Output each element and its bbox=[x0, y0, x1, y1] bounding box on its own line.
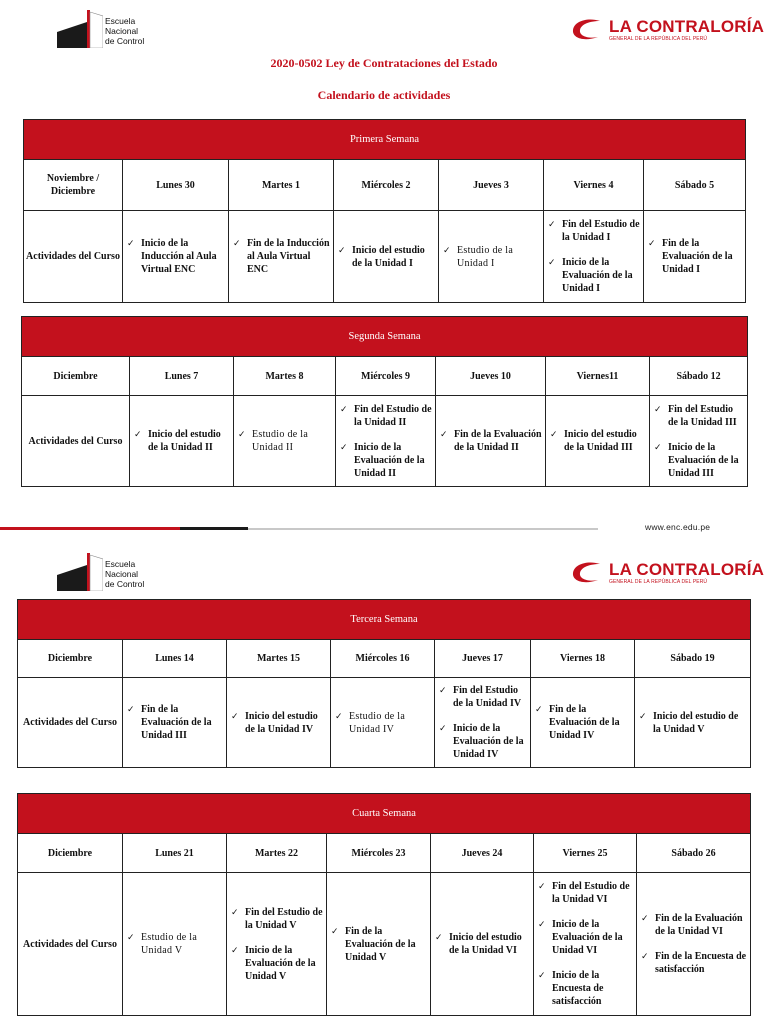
checkmark-icon: ✓ bbox=[654, 441, 662, 452]
checkmark-icon: ✓ bbox=[538, 970, 546, 980]
day-header: Jueves 17 bbox=[435, 640, 531, 678]
activity-text: Fin de la Encuesta de satisfacción bbox=[655, 951, 747, 975]
week-table-2 bbox=[21, 316, 748, 487]
week-table-1 bbox=[23, 119, 746, 303]
activity-cell bbox=[637, 873, 751, 1016]
day-header: Martes 22 bbox=[227, 834, 327, 873]
activity-text: Fin del Estudio de la Unidad II bbox=[354, 403, 432, 428]
contraloria-logo-page2 bbox=[570, 560, 764, 586]
activity-text: Fin de la Evaluación de la Unidad II bbox=[454, 429, 542, 453]
checkmark-icon: ✓ bbox=[439, 685, 447, 695]
day-header: Lunes 14 bbox=[123, 640, 227, 678]
activity-text: Estudio de la Unidad II bbox=[252, 429, 309, 453]
day-header: Jueves 3 bbox=[439, 160, 544, 211]
activity-item bbox=[443, 244, 541, 270]
activity-item bbox=[134, 428, 231, 454]
activity-text: Fin del Estudio de la Unidad III bbox=[668, 403, 737, 428]
day-header: Martes 1 bbox=[229, 160, 334, 211]
activity-item bbox=[127, 703, 224, 742]
enc-line-1: Escuela bbox=[105, 16, 136, 26]
activity-text: Inicio del estudio de la Unidad IV bbox=[245, 710, 318, 735]
enc-line-2: Nacional bbox=[105, 26, 139, 36]
activity-cell bbox=[534, 873, 637, 1016]
checkmark-icon: ✓ bbox=[535, 704, 543, 714]
activity-item bbox=[127, 237, 226, 276]
day-header: Martes 15 bbox=[227, 640, 331, 678]
day-header: Miércoles 2 bbox=[334, 160, 439, 211]
activity-text: Inicio de la Evaluación de la Unidad IV bbox=[453, 723, 524, 760]
enc-line-2: Nacional bbox=[105, 569, 139, 579]
week-title: Segunda Semana bbox=[22, 317, 748, 357]
activity-item bbox=[340, 441, 433, 480]
activity-text: Inicio de la Evaluación de la Unidad III bbox=[668, 441, 739, 479]
checkmark-icon: ✓ bbox=[435, 932, 443, 942]
activity-text: Inicio de la Evaluación de la Unidad VI bbox=[552, 919, 623, 956]
contraloria-swoosh-icon bbox=[570, 560, 606, 586]
activities-row bbox=[18, 678, 751, 768]
week-title: Primera Semana bbox=[24, 120, 746, 160]
day-header: Miércoles 9 bbox=[336, 357, 436, 396]
activity-cell bbox=[439, 211, 544, 303]
activity-item bbox=[648, 237, 743, 276]
activity-text: Inicio de la Inducción al Aula Virtual ENC bbox=[141, 238, 217, 275]
activity-item bbox=[548, 256, 641, 295]
month-cell: Diciembre bbox=[18, 834, 123, 873]
day-header: Sábado 19 bbox=[635, 640, 751, 678]
contraloria-name: LA CONTRALORÍA bbox=[609, 17, 765, 36]
month-cell: Diciembre bbox=[18, 640, 123, 678]
activity-text: Fin de la Evaluación de la Unidad IV bbox=[549, 704, 620, 741]
contraloria-subtitle: GENERAL DE LA REPÚBLICA DEL PERÚ bbox=[609, 36, 708, 42]
activity-item bbox=[231, 906, 324, 932]
activity-text: Inicio de la Evaluación de la Unidad I bbox=[562, 257, 633, 294]
checkmark-icon: ✓ bbox=[127, 238, 135, 248]
day-header: Jueves 24 bbox=[431, 834, 534, 873]
day-header: Viernes11 bbox=[546, 357, 650, 396]
checkmark-icon: ✓ bbox=[231, 710, 239, 721]
activity-cell bbox=[331, 678, 435, 768]
checkmark-icon: ✓ bbox=[443, 244, 451, 255]
activity-text: Inicio de la Encuesta de satisfacción bbox=[552, 970, 604, 1007]
activity-text: Inicio del estudio de la Unidad I bbox=[352, 244, 425, 269]
row-label: Actividades del Curso bbox=[22, 396, 130, 487]
activity-text: Inicio del estudio de la Unidad V bbox=[653, 710, 739, 735]
activity-text: Inicio del estudio de la Unidad III bbox=[564, 429, 637, 453]
activity-text: Fin del Estudio de la Unidad V bbox=[245, 906, 323, 931]
footer-url: www.enc.edu.pe bbox=[645, 522, 711, 532]
week-table-4 bbox=[17, 793, 751, 1016]
day-header: Lunes 7 bbox=[130, 357, 234, 396]
day-header: Lunes 30 bbox=[123, 160, 229, 211]
enc-line-3: de Control bbox=[105, 579, 145, 589]
enc-line-1: Escuela bbox=[105, 559, 136, 569]
enc-line-3: de Control bbox=[105, 36, 145, 46]
activity-text: Fin de la Inducción al Aula Virtual ENC bbox=[247, 238, 330, 275]
activity-item bbox=[335, 710, 432, 736]
enc-logo-page2 bbox=[57, 553, 144, 589]
checkmark-icon: ✓ bbox=[231, 944, 239, 955]
day-header: Miércoles 23 bbox=[327, 834, 431, 873]
document-subtitle: Calendario de actividades bbox=[317, 88, 451, 102]
activities-row bbox=[18, 873, 751, 1016]
activity-item bbox=[435, 931, 531, 957]
activity-item bbox=[439, 684, 528, 710]
activity-text: Fin de la Evaluación de la Unidad VI bbox=[655, 913, 743, 937]
activity-cell bbox=[650, 396, 748, 487]
week-title: Cuarta Semana bbox=[18, 794, 751, 834]
row-label: Actividades del Curso bbox=[18, 873, 123, 1016]
day-header: Martes 8 bbox=[234, 357, 336, 396]
activity-item bbox=[641, 950, 748, 976]
activity-cell bbox=[544, 211, 644, 303]
activity-item bbox=[440, 428, 543, 454]
activity-item bbox=[654, 441, 745, 480]
activity-cell bbox=[546, 396, 650, 487]
activity-cell bbox=[334, 211, 439, 303]
activity-text: Inicio del estudio de la Unidad II bbox=[148, 429, 221, 453]
activity-item bbox=[538, 880, 634, 906]
day-header: Sábado 26 bbox=[637, 834, 751, 873]
day-header: Viernes 25 bbox=[534, 834, 637, 873]
activity-item bbox=[548, 218, 641, 244]
activities-row bbox=[22, 396, 748, 487]
checkmark-icon: ✓ bbox=[654, 403, 662, 414]
activity-item bbox=[641, 912, 748, 938]
activity-item bbox=[231, 944, 324, 983]
month-cell: Diciembre bbox=[22, 357, 130, 396]
activity-cell bbox=[227, 678, 331, 768]
activity-item bbox=[231, 710, 328, 736]
checkmark-icon: ✓ bbox=[127, 704, 135, 714]
activity-text: Fin del Estudio de la Unidad VI bbox=[552, 881, 630, 905]
activity-item bbox=[238, 428, 333, 454]
day-header: Lunes 21 bbox=[123, 834, 227, 873]
activity-item bbox=[331, 925, 428, 964]
day-header: Miércoles 16 bbox=[331, 640, 435, 678]
week-table-3 bbox=[17, 599, 751, 768]
activity-cell bbox=[130, 396, 234, 487]
activity-text: Inicio del estudio de la Unidad VI bbox=[449, 932, 522, 956]
activity-cell bbox=[635, 678, 751, 768]
enc-building-icon bbox=[57, 10, 103, 46]
enc-logo bbox=[57, 10, 144, 46]
checkmark-icon: ✓ bbox=[127, 932, 135, 942]
checkmark-icon: ✓ bbox=[238, 429, 246, 439]
activity-cell bbox=[229, 211, 334, 303]
activity-cell bbox=[327, 873, 431, 1016]
activity-cell bbox=[531, 678, 635, 768]
checkmark-icon: ✓ bbox=[440, 429, 448, 439]
checkmark-icon: ✓ bbox=[648, 238, 656, 248]
checkmark-icon: ✓ bbox=[639, 710, 647, 721]
activity-item bbox=[439, 722, 528, 761]
checkmark-icon: ✓ bbox=[338, 244, 346, 255]
document-title: 2020-0502 Ley de Contrataciones del Estado bbox=[270, 56, 498, 70]
checkmark-icon: ✓ bbox=[538, 881, 546, 891]
footer-bar-gray bbox=[248, 528, 598, 530]
day-header: Sábado 12 bbox=[650, 357, 748, 396]
checkmark-icon: ✓ bbox=[340, 441, 348, 452]
activity-text: Estudio de la Unidad IV bbox=[349, 710, 406, 735]
checkmark-icon: ✓ bbox=[335, 710, 343, 721]
activity-item bbox=[538, 969, 634, 1008]
activity-text: Inicio de la Evaluación de la Unidad V bbox=[245, 944, 316, 982]
activity-cell bbox=[436, 396, 546, 487]
checkmark-icon: ✓ bbox=[134, 429, 142, 439]
contraloria-name: LA CONTRALORÍA bbox=[609, 560, 765, 579]
activity-item bbox=[535, 703, 632, 742]
activity-item bbox=[340, 403, 433, 429]
checkmark-icon: ✓ bbox=[439, 723, 447, 733]
contraloria-logo bbox=[570, 17, 764, 43]
contraloria-subtitle: GENERAL DE LA REPÚBLICA DEL PERÚ bbox=[609, 579, 708, 585]
day-header: Viernes 4 bbox=[544, 160, 644, 211]
contraloria-swoosh-icon bbox=[570, 17, 606, 43]
checkmark-icon: ✓ bbox=[641, 951, 649, 961]
activity-cell bbox=[336, 396, 436, 487]
row-label: Actividades del Curso bbox=[24, 211, 123, 303]
activity-cell bbox=[227, 873, 327, 1016]
month-cell: Noviembre / Diciembre bbox=[24, 160, 123, 211]
activity-cell bbox=[435, 678, 531, 768]
activity-text: Fin de la Evaluación de la Unidad I bbox=[662, 238, 733, 275]
activity-text: Estudio de la Unidad I bbox=[457, 244, 514, 269]
activity-item bbox=[538, 918, 634, 957]
activity-item bbox=[639, 710, 748, 736]
checkmark-icon: ✓ bbox=[233, 238, 241, 248]
activity-text: Estudio de la Unidad V bbox=[141, 932, 198, 956]
activity-item bbox=[338, 244, 436, 270]
activity-text: Fin de la Evaluación de la Unidad V bbox=[345, 925, 416, 963]
activity-cell bbox=[431, 873, 534, 1016]
footer-bar-black bbox=[180, 527, 248, 530]
checkmark-icon: ✓ bbox=[331, 925, 339, 936]
activity-cell bbox=[123, 873, 227, 1016]
day-header: Jueves 10 bbox=[436, 357, 546, 396]
activity-text: Fin de la Evaluación de la Unidad III bbox=[141, 704, 212, 741]
enc-building-icon bbox=[57, 553, 103, 589]
activity-text: Inicio de la Evaluación de la Unidad II bbox=[354, 441, 425, 479]
row-label: Actividades del Curso bbox=[18, 678, 123, 768]
activities-row bbox=[24, 211, 746, 303]
checkmark-icon: ✓ bbox=[231, 906, 239, 917]
checkmark-icon: ✓ bbox=[641, 913, 649, 923]
day-header: Sábado 5 bbox=[644, 160, 746, 211]
day-header: Viernes 18 bbox=[531, 640, 635, 678]
activity-item bbox=[550, 428, 647, 454]
week-title: Tercera Semana bbox=[18, 600, 751, 640]
activity-item bbox=[654, 403, 745, 429]
activity-item bbox=[127, 931, 224, 957]
checkmark-icon: ✓ bbox=[538, 919, 546, 929]
activity-cell bbox=[644, 211, 746, 303]
footer-bar-red bbox=[0, 527, 180, 530]
activity-text: Fin del Estudio de la Unidad I bbox=[562, 219, 640, 243]
checkmark-icon: ✓ bbox=[550, 429, 558, 439]
checkmark-icon: ✓ bbox=[340, 403, 348, 414]
activity-cell bbox=[123, 678, 227, 768]
checkmark-icon: ✓ bbox=[548, 257, 556, 267]
activity-item bbox=[233, 237, 331, 276]
activity-cell bbox=[234, 396, 336, 487]
checkmark-icon: ✓ bbox=[548, 219, 556, 229]
activity-text: Fin del Estudio de la Unidad IV bbox=[453, 685, 522, 709]
activity-cell bbox=[123, 211, 229, 303]
